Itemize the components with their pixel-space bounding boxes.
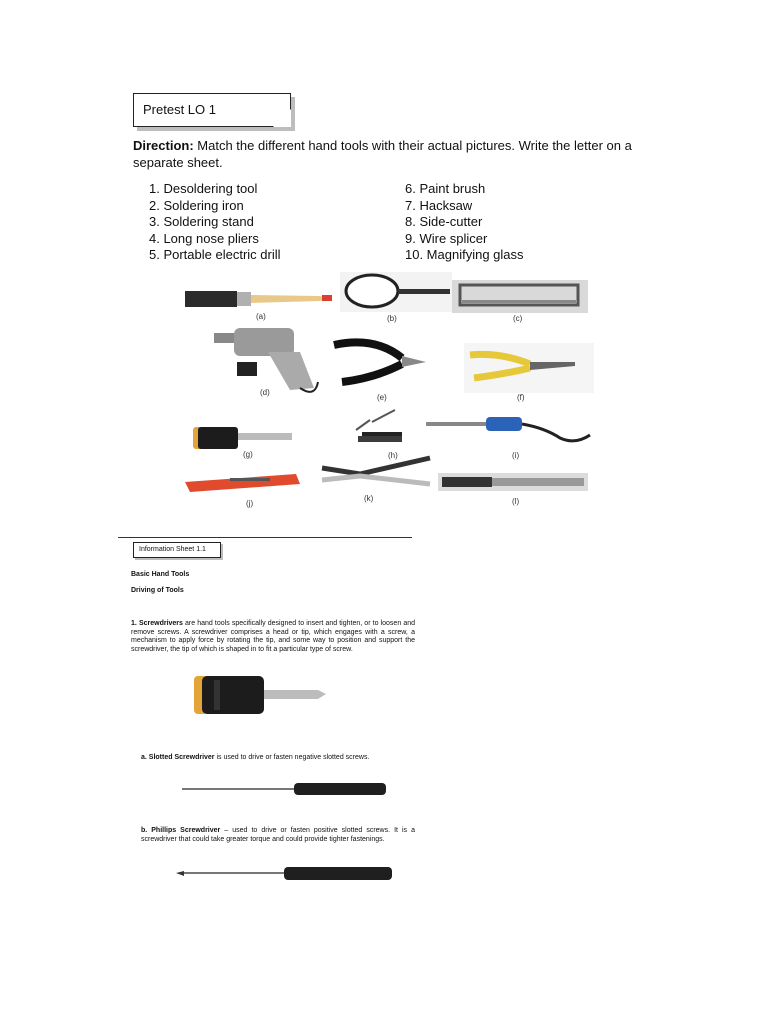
- caption-a: (a): [256, 312, 266, 321]
- direction-label: Direction:: [133, 138, 194, 153]
- caption-g: (g): [243, 450, 253, 459]
- info-sheet-title: Information Sheet 1.1: [139, 546, 206, 553]
- list-item: 8. Side-cutter: [405, 214, 483, 229]
- phillips-screwdriver-picture: [176, 867, 392, 880]
- phillips-text: – used to drive or fasten positive slotted screws. It is a screwdriver that could take greater torque and could provide tighter fastenings.: [141, 827, 415, 843]
- list-item: 4. Long nose pliers: [149, 230, 259, 246]
- list-item: 1. Desoldering tool: [149, 181, 258, 196]
- info-sheet-tab: [133, 542, 221, 558]
- side-cutter-picture: [334, 342, 426, 382]
- tool-list-left: [149, 181, 281, 264]
- list-item: 7. Hacksaw: [405, 197, 473, 213]
- screwdriver-pictures: [0, 670, 768, 900]
- slotted-lead: a. Slotted Screwdriver: [141, 754, 215, 761]
- pretest-title: Pretest LO 1: [143, 102, 216, 117]
- direction-text: [133, 137, 648, 171]
- caption-l: (l): [512, 497, 520, 506]
- screwdriver-picture: [193, 427, 292, 449]
- slotted-screwdriver-picture: [182, 783, 386, 795]
- list-item: 9. Wire splicer: [405, 230, 488, 246]
- page-fold: [273, 109, 291, 127]
- paragraph-screwdrivers: [131, 620, 415, 654]
- list-item: 10. Magnifying glass: [405, 247, 524, 262]
- list-item: 3. Soldering stand: [149, 214, 254, 229]
- heading-basic-hand-tools: Basic Hand Tools: [131, 571, 190, 578]
- list-item: 5. Portable electric drill: [149, 247, 281, 262]
- caption-f: (f): [517, 393, 525, 402]
- magnifying-glass-picture: [340, 272, 452, 312]
- caption-i: (i): [512, 451, 520, 460]
- paragraph-phillips: [141, 827, 415, 844]
- list-item: 2. Soldering iron: [149, 197, 244, 213]
- list-item: 6. Paint brush: [405, 181, 486, 196]
- caption-h: (h): [388, 451, 398, 460]
- screwdrivers-text: are hand tools specifically designed to insert and tighten, or to loosen and remove screws. A screwdriver comprises a head or tip, which engages with a screw, a mechanism to apply force by rotating the tip, and some way to position and support the screwdriver, the tip of which is shaped in to fit a particular type of screw.: [131, 620, 415, 653]
- cutter-knife-picture: [185, 474, 300, 492]
- section-divider: [118, 537, 412, 538]
- caption-d: (d): [260, 388, 270, 397]
- heading-driving-of-tools: Driving of Tools: [131, 587, 184, 594]
- wire-splicer-picture: [322, 458, 430, 484]
- paint-brush-picture: [185, 291, 332, 307]
- caption-e: (e): [377, 393, 387, 402]
- slotted-text: is used to drive or fasten negative slotted screws.: [214, 754, 370, 761]
- desoldering-tool-picture: [438, 473, 588, 491]
- phillips-lead: b. Phillips Screwdriver: [141, 827, 221, 834]
- tool-list-right: [405, 181, 524, 264]
- large-screwdriver-picture: [194, 676, 326, 714]
- soldering-iron-picture: [426, 417, 590, 441]
- electric-drill-picture: [214, 328, 318, 392]
- screwdrivers-lead: 1. Screwdrivers: [131, 620, 183, 627]
- hacksaw-picture: [452, 280, 588, 313]
- caption-c: (c): [513, 314, 523, 323]
- direction-body: Match the different hand tools with their actual pictures. Write the letter on a separate sheet.: [133, 138, 632, 170]
- long-nose-pliers-picture: [464, 343, 594, 393]
- caption-k: (k): [364, 494, 374, 503]
- paragraph-slotted: [141, 754, 431, 763]
- caption-b: (b): [387, 314, 397, 323]
- caption-j: (j): [246, 499, 254, 508]
- pretest-title-box: [133, 93, 291, 127]
- soldering-stand-picture: [356, 410, 402, 442]
